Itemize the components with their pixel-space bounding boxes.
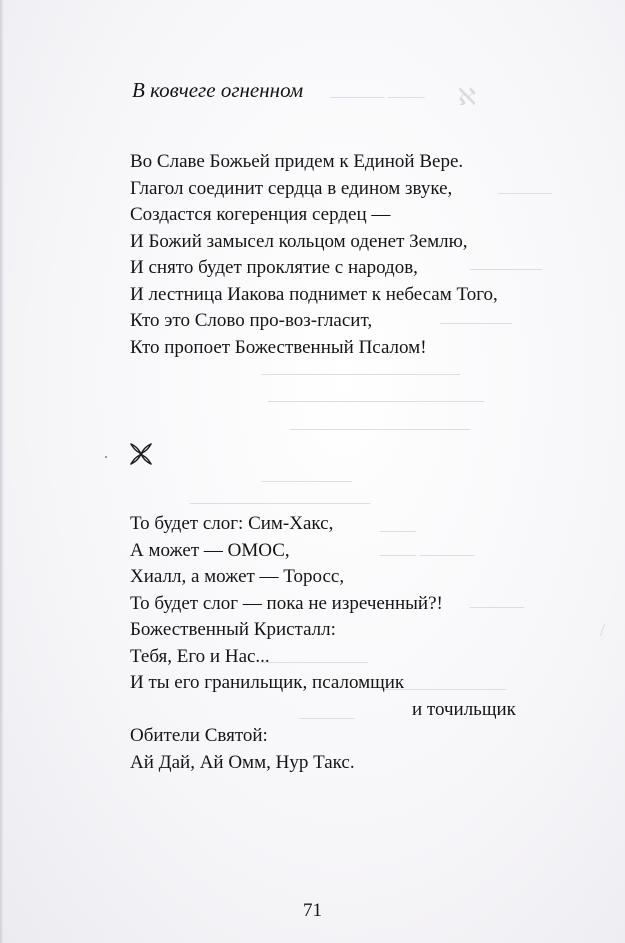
poem-line: Во Славе Божьей придем к Единой Вере. <box>130 151 464 172</box>
bleed-through-decoration: —— ——— <box>380 544 475 564</box>
page-number: 71 <box>303 900 322 921</box>
poem-line: Обители Святой: <box>130 725 268 746</box>
poem-line: Тебя, Его и Нас... <box>130 645 270 667</box>
bleed-through-decoration: ——— —— <box>330 86 425 106</box>
bleed-through-decoration: ———————————— <box>268 390 484 410</box>
bleed-through-decoration: —————— <box>260 651 368 671</box>
bleed-through-decoration: ———— <box>470 258 542 278</box>
poem-line: И Божий замысел кольцом оденет Землю, <box>130 230 468 252</box>
bleed-through-decoration: ————— <box>262 470 352 490</box>
poem-line: Создастся когеренция сердец — <box>130 204 391 225</box>
poem-line: И лестница Иакова поднимет к небесам Того, <box>130 283 498 305</box>
bleed-through-decoration: ——————————— <box>262 363 460 383</box>
x-flourish-ornament-icon <box>128 441 154 467</box>
poem-line: И снято будет проклятие с народов, <box>130 257 418 278</box>
poem-line: Ай Дай, Ай Омм, Нур Такс. <box>130 751 355 773</box>
poem-line: Кто это Слово про-воз-гласит, <box>130 310 373 331</box>
bleed-through-decoration: ——————— <box>380 678 506 698</box>
bleed-through-decoration: / <box>600 620 606 640</box>
poem-line: Хиалл, а может — Торосс, <box>130 566 345 587</box>
stanza-2 <box>130 511 516 776</box>
stanza-1 <box>130 149 498 361</box>
poem-line: Божественный Кристалл: <box>130 619 336 640</box>
bleed-through-decoration: ——— <box>470 596 524 616</box>
bleed-through-decoration: ——— <box>498 182 552 202</box>
bleed-through-decoration: ——— <box>300 707 354 727</box>
bleed-through-decoration: —— <box>380 520 416 540</box>
bleed-through-decoration: ———— <box>440 312 512 332</box>
poem-line: А может — ОМОС, <box>130 539 290 561</box>
bleed-through-decoration: ℵ <box>458 85 476 111</box>
page-edge-shadow <box>0 0 4 943</box>
bleed-through-decoration: —————————— <box>290 418 470 438</box>
poem-line: Глагол соединит сердца в едином звуке, <box>130 177 453 199</box>
bleed-through-decoration: —————————— <box>190 492 370 512</box>
poem-title: В ковчеге огненном <box>132 78 304 102</box>
poem-line: То будет слог — пока не изреченный?! <box>130 592 443 614</box>
poem-line-continuation: и точильщик <box>412 698 516 720</box>
poem-line: То будет слог: Сим-Хакс, <box>130 513 334 534</box>
poem-line: И ты его гранильщик, псаломщик <box>130 672 405 693</box>
speck <box>105 456 107 458</box>
poem-line: Кто пропоет Божественный Псалом! <box>130 336 427 358</box>
